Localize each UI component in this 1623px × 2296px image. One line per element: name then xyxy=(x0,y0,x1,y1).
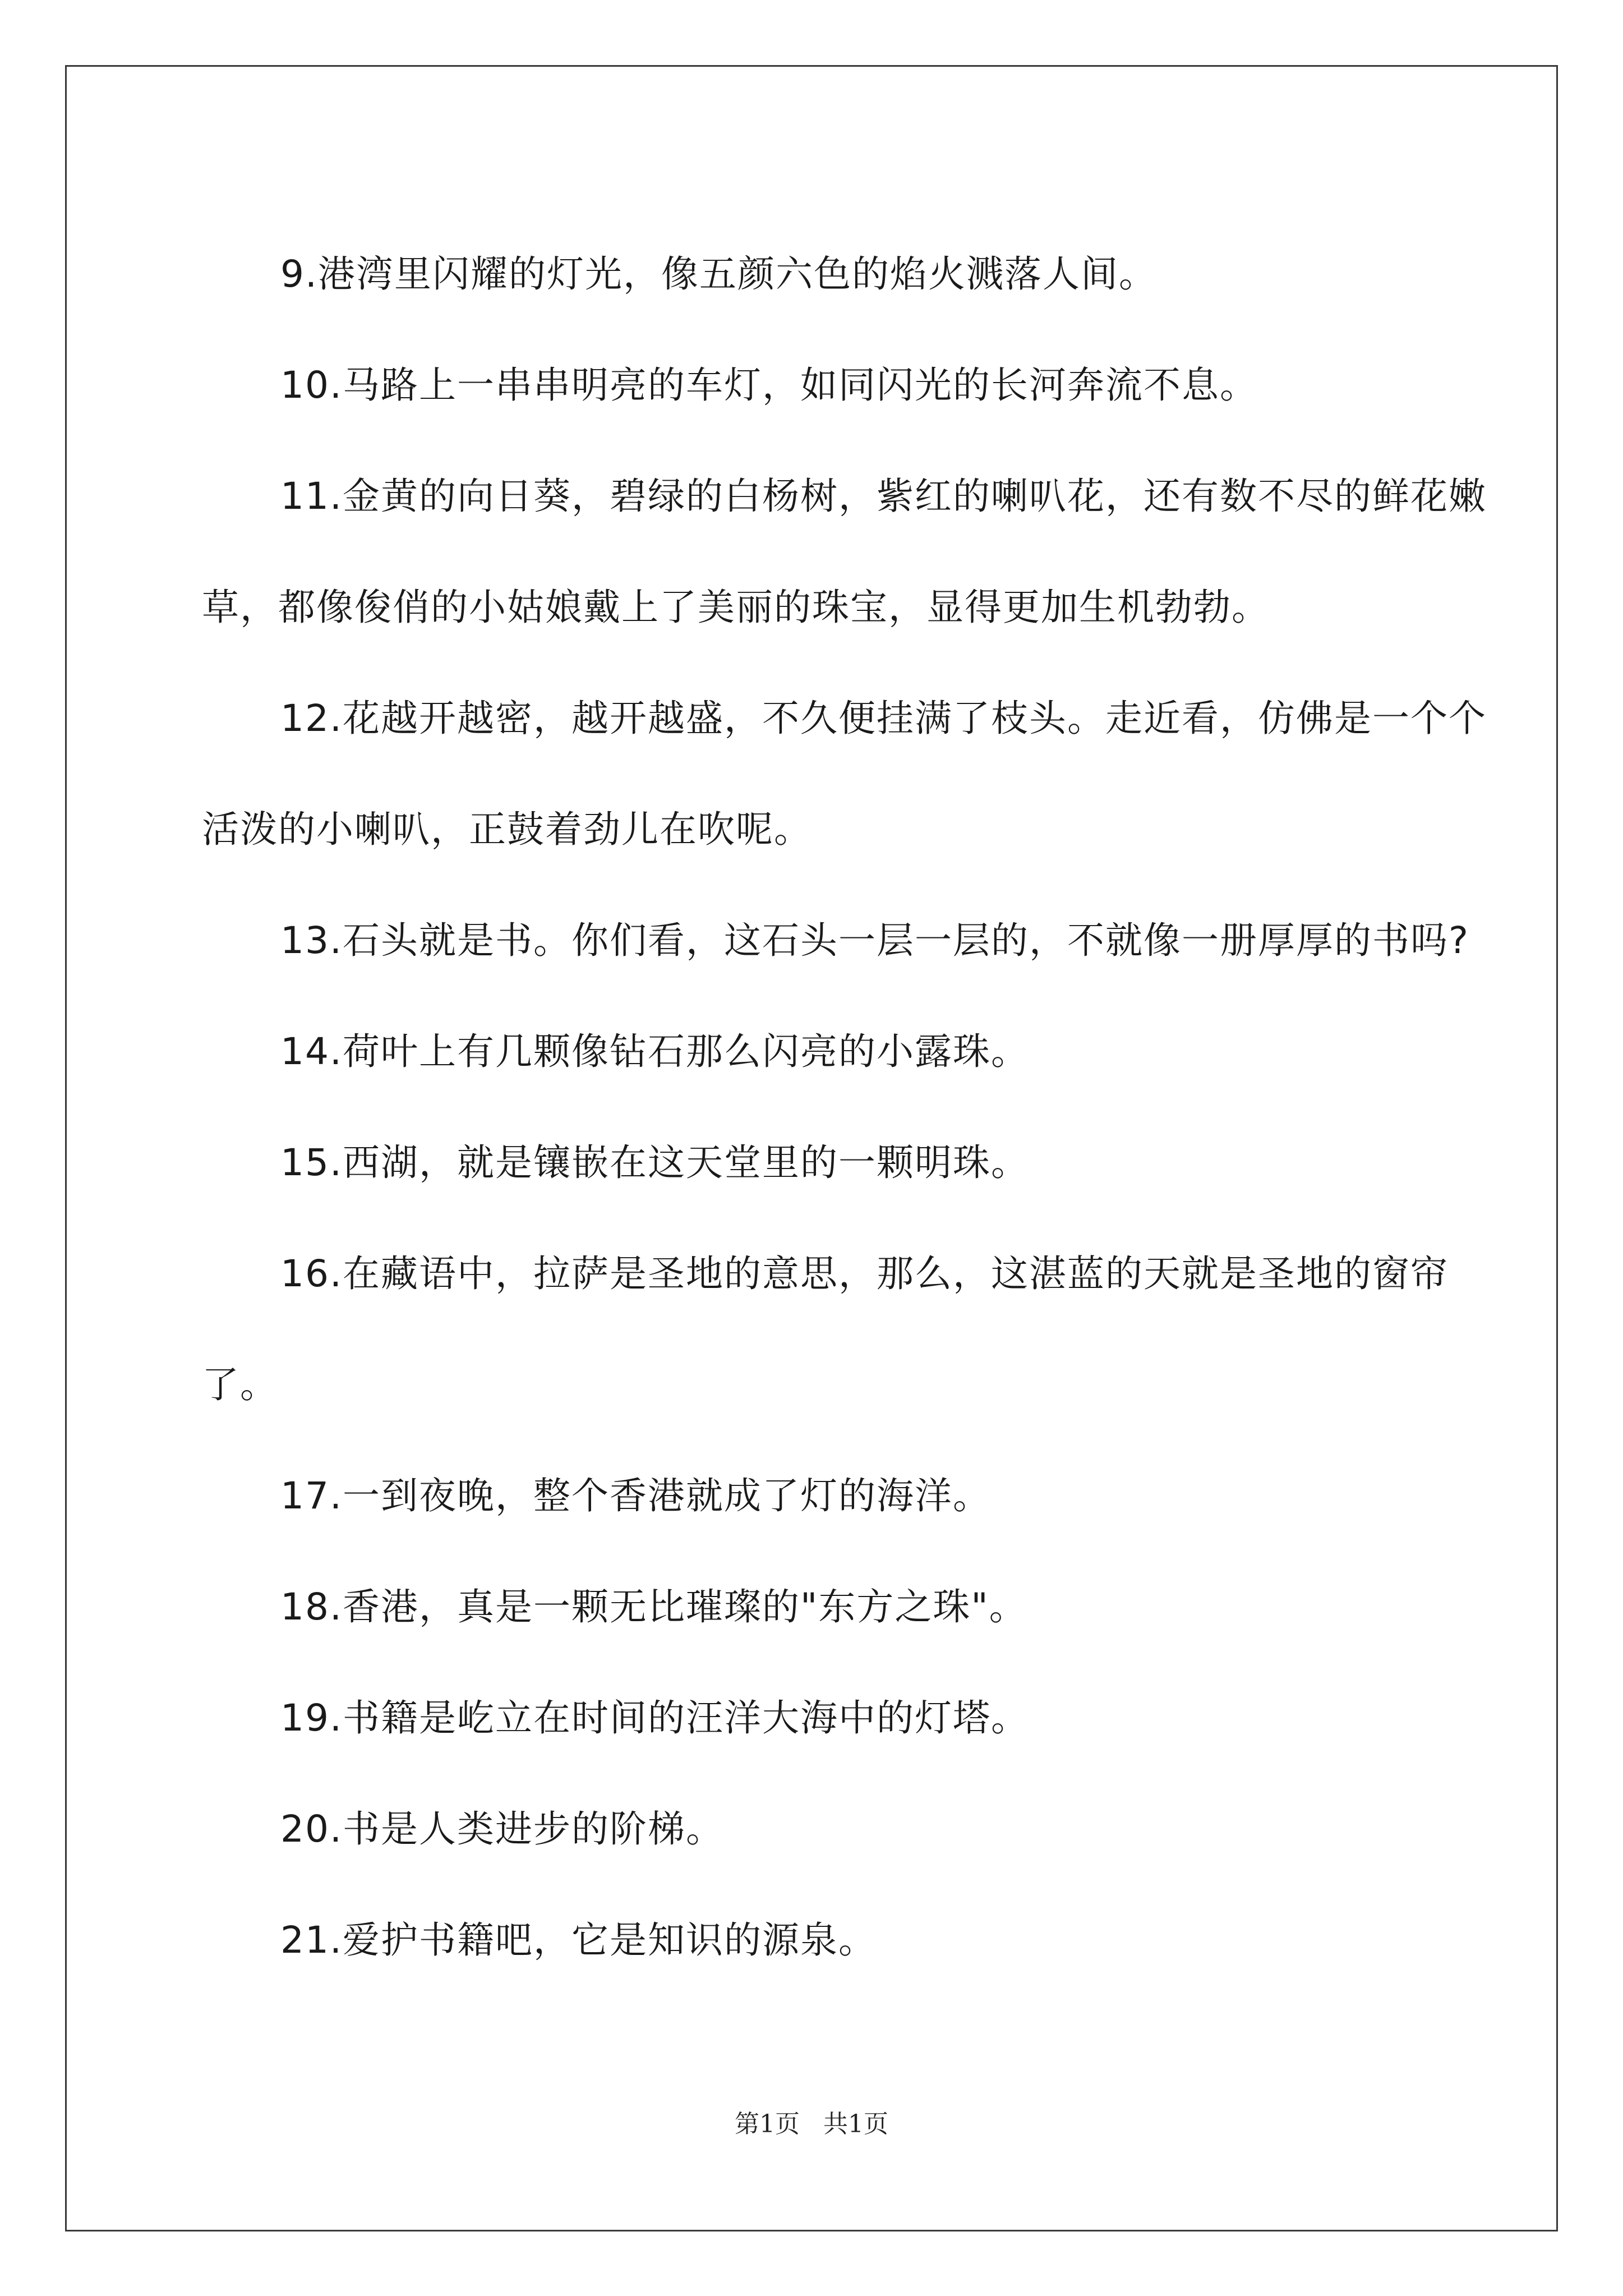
paragraph-15: 15.西湖，就是镶嵌在这天堂里的一颗明珠。 xyxy=(280,1141,1029,1184)
page-number: 第1页 xyxy=(735,2110,800,2138)
page-footer xyxy=(0,2104,1623,2139)
paragraph-21: 21.爱护书籍吧，它是知识的源泉。 xyxy=(280,1918,877,1962)
paragraph-10: 10.马路上一串串明亮的车灯，如同闪光的长河奔流不息。 xyxy=(280,364,1258,407)
paragraph-19: 19.书籍是屹立在时间的汪洋大海中的灯塔。 xyxy=(280,1696,1029,1740)
paragraph-20: 20.书是人类进步的阶梯。 xyxy=(280,1807,724,1851)
paragraph-18: 18.香港，真是一颗无比璀璨的"东方之珠"。 xyxy=(280,1585,1027,1628)
paragraph-12: 12.花越开越密，越开越盛，不久便挂满了枝头。走近看，仿佛是一个个活泼的小喇叭，正鼓着劲儿在吹呢。 xyxy=(202,697,1487,851)
paragraph-9: 9.港湾里闪耀的灯光，像五颜六色的焰火溅落人间。 xyxy=(280,252,1157,296)
paragraph-13: 13.石头就是书。你们看，这石头一层一层的，不就像一册厚厚的书吗? xyxy=(280,919,1469,962)
paragraph-16: 16.在藏语中，拉萨是圣地的意思，那么，这湛蓝的天就是圣地的窗帘了。 xyxy=(202,1252,1449,1406)
document-body xyxy=(202,219,1492,1996)
paragraph-17: 17.一到夜晚，整个香港就成了灯的海洋。 xyxy=(280,1474,991,1517)
paragraph-14: 14.荷叶上有几颗像钻石那么闪亮的小露珠。 xyxy=(280,1030,1029,1073)
page-total: 共1页 xyxy=(823,2110,888,2138)
paragraph-11: 11.金黄的向日葵，碧绿的白杨树，紫红的喇叭花，还有数不尽的鲜花嫩草，都像俊俏的小姑娘戴上了美丽的珠宝，显得更加生机勃勃。 xyxy=(202,475,1487,629)
